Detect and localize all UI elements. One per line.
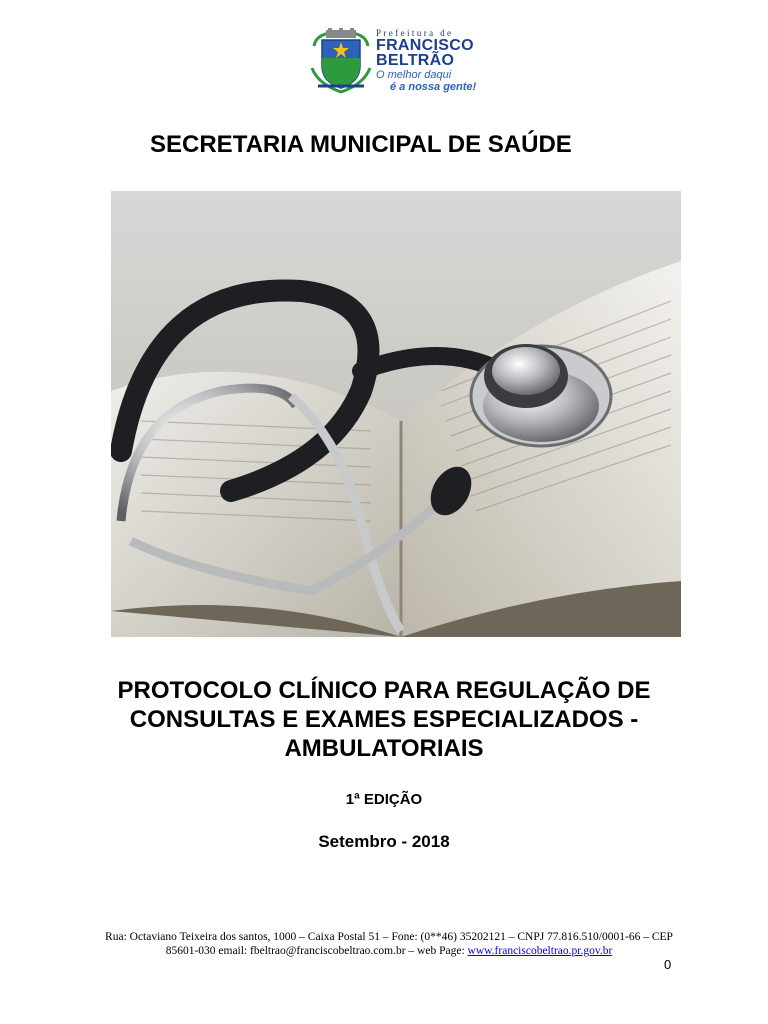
- logo-prefix: Prefeitura de: [376, 28, 454, 38]
- coat-of-arms-icon: [308, 28, 374, 94]
- publication-date: Setembro - 2018: [318, 832, 450, 851]
- title-line-2: CONSULTAS E EXAMES ESPECIALIZADOS -: [129, 706, 639, 733]
- document-title: [60, 676, 708, 763]
- title-line-1: PROTOCOLO CLÍNICO PARA REGULAÇÃO DE: [117, 677, 651, 704]
- logo-slogan-line2: é a nossa gente!: [390, 81, 477, 93]
- logo-city-line2: BELTRÃO: [376, 52, 455, 69]
- website-link[interactable]: www.franciscobeltrao.pr.gov.br: [467, 945, 613, 957]
- stethoscope-on-book-image: [111, 191, 681, 637]
- municipality-logo: [308, 28, 478, 94]
- department-title: SECRETARIA MUNICIPAL DE SAÚDE: [150, 131, 572, 158]
- footer-address: [70, 930, 708, 958]
- edition-label: 1ª EDIÇÃO: [345, 791, 423, 808]
- footer-contact: 85601-030 email: fbeltrao@franciscobeltrao.com.br – web Page:: [165, 945, 468, 957]
- footer-line-2: [70, 944, 708, 958]
- title-line-3: AMBULATORIAIS: [284, 735, 484, 762]
- footer-line-1: Rua: Octaviano Teixeira dos santos, 1000 – Caixa Postal 51 – Fone: (0**46) 35202121 – CNPJ 77.816.510/0001-66 – CEP: [105, 931, 673, 943]
- logo-city-line1: FRANCISCO: [376, 37, 474, 54]
- page-number: 0: [664, 957, 672, 972]
- logo-slogan-line1: O melhor daqui: [376, 69, 452, 81]
